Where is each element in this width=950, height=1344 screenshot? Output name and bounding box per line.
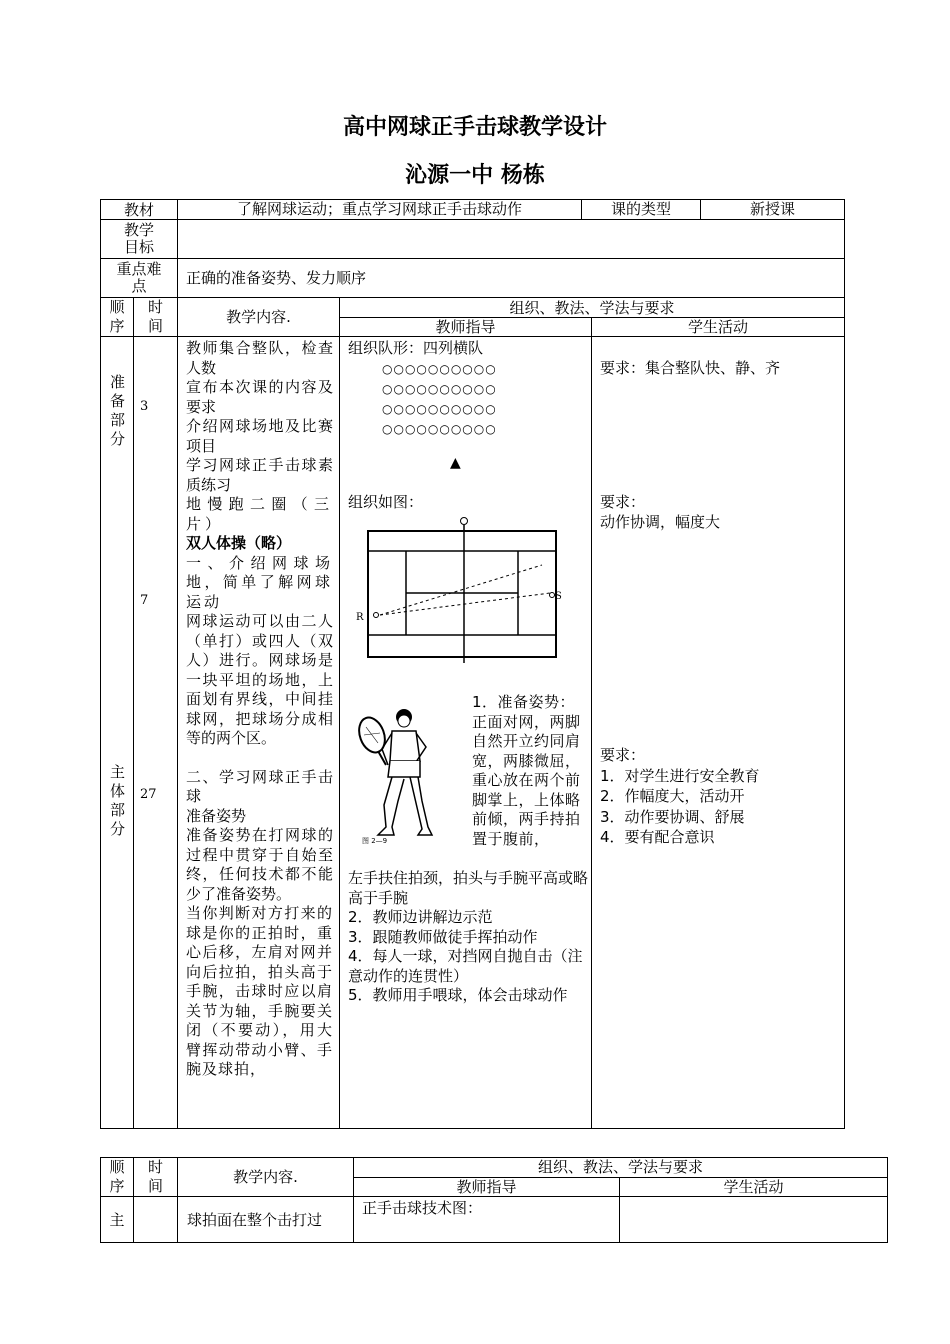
t2-header-teacher: 教师指导 xyxy=(354,1177,620,1197)
header-time: 时 间 xyxy=(134,298,178,337)
formation-row: ○○○○○○○○○○ xyxy=(382,402,497,416)
goal-content xyxy=(178,220,845,259)
student-req3-item3: 3．动作要协调、舒展 xyxy=(600,807,745,826)
formation-row: ○○○○○○○○○○ xyxy=(382,382,497,396)
time-prep: 3 xyxy=(140,399,149,414)
content-p8: 网球运动可以由二人（单打）或四人（双人）进行。网球场是一块平坦的场地，上面划有界线，中间挂球网，把球场分成相等的两个区。 xyxy=(186,612,334,747)
teacher-item1-part1: 1．准备姿势：正面对网，两脚自然开立约同肩宽，两膝微屈，重心放在两个前脚掌上，上体略前倾，两手持拍置于腹前， xyxy=(472,693,581,848)
teacher-item4: 4．每人一球，对挡网自抛自击（注意动作的连贯性） xyxy=(348,947,583,985)
student-column xyxy=(592,337,845,1129)
teacher-item2: 2．教师边讲解边示范 xyxy=(348,908,493,926)
student-req2-label: 要求： xyxy=(600,493,646,511)
time-intro: 7 xyxy=(140,593,149,608)
header-student: 学生活动 xyxy=(592,318,845,337)
court-label-s: S xyxy=(555,591,562,602)
tennis-court-diagram xyxy=(352,517,562,667)
header-content: 教学内容. xyxy=(178,298,340,337)
t2-header-org: 组织、教法、学法与要求 xyxy=(354,1158,888,1178)
doc-title: 高中网球正手击球教学设计 xyxy=(342,115,607,140)
student-req2-text: 动作协调，幅度大 xyxy=(600,512,721,531)
lesson-plan-table xyxy=(100,199,845,1129)
t2-student-cell xyxy=(620,1197,888,1243)
t2-header-content: 教学内容. xyxy=(178,1158,354,1197)
key-points-label: 重点难 点 xyxy=(101,259,178,298)
player-ready-stance-figure xyxy=(350,705,460,845)
teacher-marker-triangle: ▲ xyxy=(450,455,461,471)
teacher-item5: 5．教师用手喂球，体会击球动作 xyxy=(348,986,568,1004)
t2-content-text: 球拍面在整个击打过 xyxy=(178,1197,354,1243)
time-column xyxy=(134,337,178,1129)
content-p6: 双人体操（略） xyxy=(186,534,292,552)
formation-row: ○○○○○○○○○○ xyxy=(382,362,497,376)
content-column xyxy=(178,337,340,1129)
section-main: 主 体 部 分 xyxy=(109,763,125,838)
teacher-item1-wrap xyxy=(472,693,584,849)
lesson-plan-table-page2 xyxy=(100,1157,888,1243)
teacher-formation: 组织队形：四列横队 xyxy=(348,339,484,357)
formation-row: ○○○○○○○○○○ xyxy=(382,422,497,436)
content-p1: 教师集合整队，检查人数 xyxy=(186,339,334,377)
teacher-item3: 3．跟随教师做徒手挥拍动作 xyxy=(348,927,538,946)
content-p2: 宣布本次课的内容及要求 xyxy=(186,378,334,416)
content-p11: 准备姿势在打网球的过程中贯穿于自始至终，任何技术都不能少了准备姿势。 xyxy=(186,826,334,903)
material-label: 教材 xyxy=(101,200,178,220)
content-p7: 一、介绍网球场地，简单了解网球运动 xyxy=(186,553,334,611)
student-req3-item4: 4．要有配合意识 xyxy=(600,828,715,846)
content-p9: 二、学习网球正手击球 xyxy=(186,767,334,805)
student-req3-item1: 1．对学生进行安全教育 xyxy=(600,766,760,785)
content-p10: 准备姿势 xyxy=(186,806,247,825)
content-p3: 介绍网球场地及比赛项目 xyxy=(186,417,334,455)
header-order: 顺 序 xyxy=(101,298,134,337)
t2-section-main: 主 xyxy=(101,1197,134,1243)
teacher-item1-part2: 左手扶住拍颈，拍头与手腕平高或略高于手腕 xyxy=(348,869,589,907)
content-p12: 当你判断对方打来的球是你的正拍时，重心后移，左肩对网并向后拉拍，拍头高于手腕，击球时应以肩关节为轴，手腕要关闭（不要动），用大臂挥动带动小臂、手腕及球拍， xyxy=(186,904,334,1078)
t2-time-cell xyxy=(134,1197,178,1243)
section-prep: 准 备 部 分 xyxy=(109,373,125,448)
t2-header-order: 顺 序 xyxy=(101,1158,134,1197)
content-p5: 地慢跑二圈（三片） xyxy=(186,495,334,533)
t2-header-student: 学生活动 xyxy=(620,1177,888,1197)
t2-header-time: 时 间 xyxy=(134,1158,178,1197)
section-column xyxy=(101,337,134,1129)
lesson-type-label: 课的类型 xyxy=(582,200,701,219)
doc-subtitle: 沁源一中 杨栋 xyxy=(405,163,545,188)
teacher-item1-tail xyxy=(348,869,588,1006)
t2-teacher-text: 正手击球技术图： xyxy=(354,1197,620,1243)
goal-label: 教学 目标 xyxy=(101,220,178,259)
student-req1: 要求：集合整队快、静、齐 xyxy=(600,359,781,377)
figure-caption: 图 2—9 xyxy=(362,837,388,845)
time-main: 27 xyxy=(140,787,157,802)
teacher-org-figure-label: 组织如图： xyxy=(348,493,424,511)
content-p4: 学习网球正手击球素质练习 xyxy=(186,456,334,494)
court-label-r: R xyxy=(356,612,364,623)
student-req3-label: 要求： xyxy=(600,746,646,764)
material-content: 了解网球运动；重点学习网球正手击球动作 xyxy=(178,200,582,219)
teacher-column xyxy=(340,337,592,1129)
student-req3-item2: 2．作幅度大，活动开 xyxy=(600,787,745,805)
header-teacher: 教师指导 xyxy=(340,318,592,337)
header-org: 组织、教法、学法与要求 xyxy=(340,298,845,318)
key-points-content: 正确的准备姿势、发力顺序 xyxy=(178,259,845,298)
lesson-type-value: 新授课 xyxy=(750,200,796,218)
